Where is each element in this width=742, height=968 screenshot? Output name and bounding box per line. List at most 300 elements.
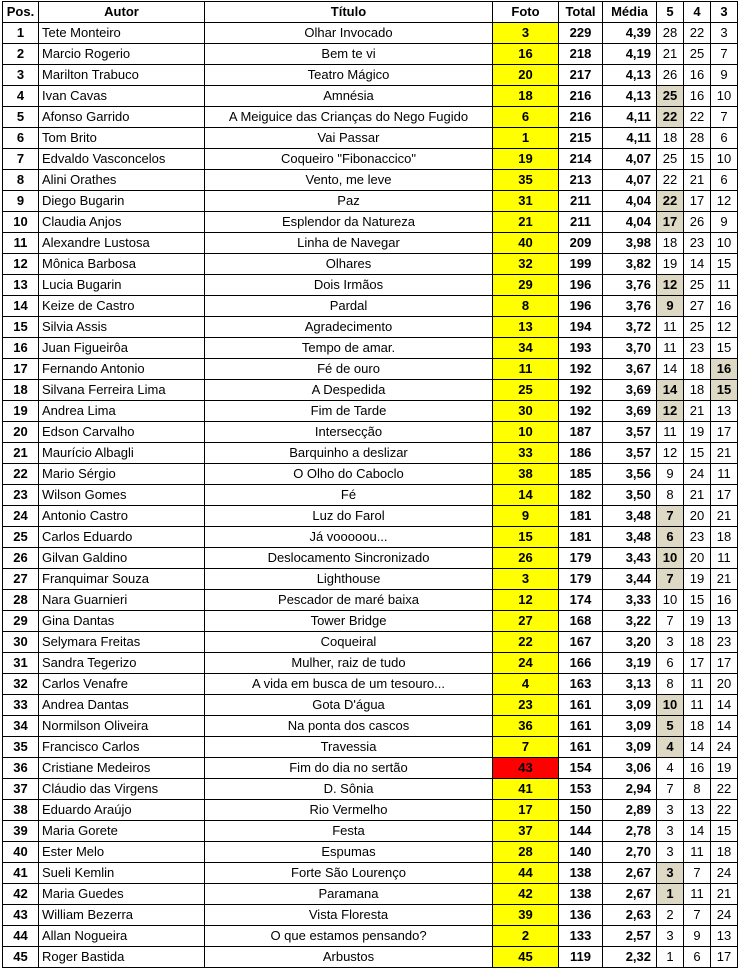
row-photo-number: 7	[493, 737, 559, 758]
row-author: Andrea Dantas	[39, 695, 205, 716]
row-total: 181	[559, 527, 603, 548]
row-title: Paz	[205, 191, 493, 212]
row-average: 3,72	[603, 317, 657, 338]
row-photo-number: 23	[493, 695, 559, 716]
row-position: 2	[3, 44, 39, 65]
row-position: 34	[3, 716, 39, 737]
row-average: 3,33	[603, 590, 657, 611]
row-average: 3,57	[603, 422, 657, 443]
row-votes-3: 7	[711, 44, 738, 65]
row-photo-number: 20	[493, 65, 559, 86]
row-author: Ivan Cavas	[39, 86, 205, 107]
row-votes-4: 15	[684, 590, 711, 611]
row-photo-number: 3	[493, 569, 559, 590]
table-row	[3, 149, 738, 170]
row-position: 13	[3, 275, 39, 296]
table-row	[3, 23, 738, 44]
row-photo-number: 34	[493, 338, 559, 359]
row-total: 192	[559, 359, 603, 380]
row-votes-4: 20	[684, 548, 711, 569]
row-title: Gota D'água	[205, 695, 493, 716]
row-position: 11	[3, 233, 39, 254]
row-total: 161	[559, 695, 603, 716]
table-row	[3, 212, 738, 233]
row-votes-5: 4	[657, 758, 684, 779]
row-title: Bem te vi	[205, 44, 493, 65]
row-author: Wilson Gomes	[39, 485, 205, 506]
row-total: 216	[559, 107, 603, 128]
header-votes-3: 3	[711, 2, 738, 23]
row-votes-5: 6	[657, 653, 684, 674]
row-title: Olhar Invocado	[205, 23, 493, 44]
row-author: Marcio Rogerio	[39, 44, 205, 65]
row-total: 216	[559, 86, 603, 107]
row-photo-number: 29	[493, 275, 559, 296]
row-title: Linha de Navegar	[205, 233, 493, 254]
row-author: Keize de Castro	[39, 296, 205, 317]
row-position: 20	[3, 422, 39, 443]
row-position: 35	[3, 737, 39, 758]
row-votes-5: 9	[657, 464, 684, 485]
row-position: 17	[3, 359, 39, 380]
row-votes-3: 3	[711, 23, 738, 44]
row-title: Espumas	[205, 842, 493, 863]
table-row	[3, 611, 738, 632]
row-photo-number: 17	[493, 800, 559, 821]
row-position: 39	[3, 821, 39, 842]
row-title: Fim de Tarde	[205, 401, 493, 422]
header-pos: Pos.	[3, 2, 39, 23]
row-votes-3: 17	[711, 422, 738, 443]
table-row	[3, 86, 738, 107]
row-author: Silvia Assis	[39, 317, 205, 338]
row-photo-number: 25	[493, 380, 559, 401]
row-photo-number: 41	[493, 779, 559, 800]
ranking-sheet	[2, 1, 738, 968]
row-total: 185	[559, 464, 603, 485]
row-average: 4,11	[603, 128, 657, 149]
row-author: Alexandre Lustosa	[39, 233, 205, 254]
row-votes-3: 6	[711, 128, 738, 149]
row-author: Carlos Venafre	[39, 674, 205, 695]
table-row	[3, 233, 738, 254]
row-total: 192	[559, 401, 603, 422]
row-title: Coqueiral	[205, 632, 493, 653]
row-votes-3: 10	[711, 233, 738, 254]
row-total: 182	[559, 485, 603, 506]
table-row	[3, 338, 738, 359]
row-total: 229	[559, 23, 603, 44]
row-total: 153	[559, 779, 603, 800]
row-author: Juan Figueirôa	[39, 338, 205, 359]
row-photo-number: 21	[493, 212, 559, 233]
row-votes-5: 9	[657, 296, 684, 317]
row-position: 33	[3, 695, 39, 716]
row-total: 218	[559, 44, 603, 65]
row-votes-5: 12	[657, 401, 684, 422]
row-title: Lighthouse	[205, 569, 493, 590]
row-title: Olhares	[205, 254, 493, 275]
row-author: Marilton Trabuco	[39, 65, 205, 86]
row-title: D. Sônia	[205, 779, 493, 800]
row-votes-4: 26	[684, 212, 711, 233]
table-row	[3, 191, 738, 212]
row-position: 7	[3, 149, 39, 170]
row-votes-4: 19	[684, 422, 711, 443]
row-photo-number: 1	[493, 128, 559, 149]
row-title: Amnésia	[205, 86, 493, 107]
row-total: 163	[559, 674, 603, 695]
row-votes-4: 19	[684, 569, 711, 590]
row-votes-3: 15	[711, 338, 738, 359]
row-votes-3: 23	[711, 632, 738, 653]
row-votes-5: 26	[657, 65, 684, 86]
row-title: Festa	[205, 821, 493, 842]
row-total: 181	[559, 506, 603, 527]
table-row	[3, 65, 738, 86]
row-position: 22	[3, 464, 39, 485]
row-title: Vai Passar	[205, 128, 493, 149]
row-votes-4: 16	[684, 86, 711, 107]
row-author: Mônica Barbosa	[39, 254, 205, 275]
table-row	[3, 674, 738, 695]
row-photo-number: 15	[493, 527, 559, 548]
row-title: Dois Irmãos	[205, 275, 493, 296]
row-votes-3: 11	[711, 275, 738, 296]
row-average: 3,50	[603, 485, 657, 506]
row-title: Fé de ouro	[205, 359, 493, 380]
row-photo-number: 35	[493, 170, 559, 191]
table-row	[3, 632, 738, 653]
row-votes-3: 21	[711, 506, 738, 527]
row-votes-5: 11	[657, 338, 684, 359]
row-votes-4: 28	[684, 128, 711, 149]
row-total: 192	[559, 380, 603, 401]
row-author: Maria Gorete	[39, 821, 205, 842]
row-photo-number: 28	[493, 842, 559, 863]
row-total: 211	[559, 212, 603, 233]
row-total: 150	[559, 800, 603, 821]
row-average: 3,76	[603, 296, 657, 317]
row-votes-4: 15	[684, 443, 711, 464]
row-total: 161	[559, 716, 603, 737]
row-title: Luz do Farol	[205, 506, 493, 527]
row-author: Alini Orathes	[39, 170, 205, 191]
row-total: 140	[559, 842, 603, 863]
row-average: 2,32	[603, 947, 657, 968]
table-row	[3, 527, 738, 548]
row-position: 45	[3, 947, 39, 968]
row-votes-3: 22	[711, 800, 738, 821]
row-title: Pescador de maré baixa	[205, 590, 493, 611]
row-total: 144	[559, 821, 603, 842]
header-row	[3, 2, 738, 23]
row-votes-4: 23	[684, 233, 711, 254]
row-position: 9	[3, 191, 39, 212]
row-title: Já vooooou...	[205, 527, 493, 548]
table-row	[3, 464, 738, 485]
row-average: 3,98	[603, 233, 657, 254]
row-title: A Meiguice das Crianças do Nego Fugido	[205, 107, 493, 128]
row-votes-4: 25	[684, 275, 711, 296]
row-total: 179	[559, 569, 603, 590]
row-photo-number: 39	[493, 905, 559, 926]
row-average: 3,20	[603, 632, 657, 653]
row-votes-3: 24	[711, 905, 738, 926]
row-votes-4: 16	[684, 65, 711, 86]
row-votes-4: 9	[684, 926, 711, 947]
row-votes-4: 23	[684, 527, 711, 548]
row-author: Normilson Oliveira	[39, 716, 205, 737]
row-photo-number: 9	[493, 506, 559, 527]
row-average: 3,43	[603, 548, 657, 569]
row-votes-3: 9	[711, 212, 738, 233]
row-position: 16	[3, 338, 39, 359]
row-average: 4,13	[603, 86, 657, 107]
row-position: 38	[3, 800, 39, 821]
row-average: 3,44	[603, 569, 657, 590]
row-votes-4: 11	[684, 695, 711, 716]
table-row	[3, 653, 738, 674]
row-total: 167	[559, 632, 603, 653]
row-title: Fim do dia no sertão	[205, 758, 493, 779]
row-average: 3,70	[603, 338, 657, 359]
table-row	[3, 275, 738, 296]
row-average: 2,94	[603, 779, 657, 800]
row-photo-number: 32	[493, 254, 559, 275]
row-average: 2,78	[603, 821, 657, 842]
row-photo-number: 38	[493, 464, 559, 485]
row-votes-3: 19	[711, 758, 738, 779]
table-row	[3, 254, 738, 275]
row-photo-number: 40	[493, 233, 559, 254]
row-votes-4: 11	[684, 674, 711, 695]
row-photo-number: 6	[493, 107, 559, 128]
row-votes-5: 11	[657, 317, 684, 338]
row-photo-number: 13	[493, 317, 559, 338]
row-total: 179	[559, 548, 603, 569]
table-row	[3, 842, 738, 863]
row-votes-4: 14	[684, 821, 711, 842]
row-position: 18	[3, 380, 39, 401]
row-total: 166	[559, 653, 603, 674]
row-author: Gina Dantas	[39, 611, 205, 632]
row-votes-5: 19	[657, 254, 684, 275]
table-row	[3, 695, 738, 716]
row-position: 30	[3, 632, 39, 653]
row-title: Vista Floresta	[205, 905, 493, 926]
row-votes-4: 19	[684, 611, 711, 632]
row-votes-3: 13	[711, 611, 738, 632]
row-votes-4: 14	[684, 737, 711, 758]
row-votes-5: 3	[657, 632, 684, 653]
row-author: Edson Carvalho	[39, 422, 205, 443]
row-votes-5: 18	[657, 233, 684, 254]
row-votes-5: 7	[657, 506, 684, 527]
row-votes-4: 16	[684, 758, 711, 779]
row-photo-number: 42	[493, 884, 559, 905]
row-total: 136	[559, 905, 603, 926]
row-votes-3: 21	[711, 884, 738, 905]
table-row	[3, 107, 738, 128]
row-photo-number: 3	[493, 23, 559, 44]
row-votes-3: 21	[711, 569, 738, 590]
row-votes-3: 6	[711, 170, 738, 191]
header-total: Total	[559, 2, 603, 23]
row-photo-number: 19	[493, 149, 559, 170]
row-average: 2,70	[603, 842, 657, 863]
row-votes-5: 21	[657, 44, 684, 65]
row-title: Na ponta dos cascos	[205, 716, 493, 737]
row-author: Mario Sérgio	[39, 464, 205, 485]
table-row	[3, 317, 738, 338]
row-votes-5: 10	[657, 590, 684, 611]
table-row	[3, 590, 738, 611]
row-position: 12	[3, 254, 39, 275]
row-title: Teatro Mágico	[205, 65, 493, 86]
row-votes-5: 12	[657, 443, 684, 464]
row-photo-number: 27	[493, 611, 559, 632]
row-photo-number: 43	[493, 758, 559, 779]
row-author: Diego Bugarin	[39, 191, 205, 212]
row-votes-4: 21	[684, 485, 711, 506]
row-votes-4: 18	[684, 359, 711, 380]
row-votes-5: 10	[657, 695, 684, 716]
row-title: Intersecção	[205, 422, 493, 443]
row-photo-number: 8	[493, 296, 559, 317]
row-photo-number: 44	[493, 863, 559, 884]
row-average: 4,39	[603, 23, 657, 44]
table-row	[3, 443, 738, 464]
row-photo-number: 31	[493, 191, 559, 212]
row-author: Roger Bastida	[39, 947, 205, 968]
row-votes-4: 7	[684, 905, 711, 926]
row-author: Fernando Antonio	[39, 359, 205, 380]
row-title: Deslocamento Sincronizado	[205, 548, 493, 569]
row-average: 3,48	[603, 506, 657, 527]
row-votes-5: 22	[657, 107, 684, 128]
row-total: 168	[559, 611, 603, 632]
row-average: 3,48	[603, 527, 657, 548]
table-row	[3, 485, 738, 506]
row-votes-4: 15	[684, 149, 711, 170]
row-total: 213	[559, 170, 603, 191]
row-votes-4: 18	[684, 716, 711, 737]
table-row	[3, 44, 738, 65]
row-author: Francisco Carlos	[39, 737, 205, 758]
row-votes-5: 8	[657, 674, 684, 695]
row-average: 3,69	[603, 401, 657, 422]
row-position: 27	[3, 569, 39, 590]
row-votes-3: 7	[711, 107, 738, 128]
row-position: 44	[3, 926, 39, 947]
row-votes-5: 14	[657, 359, 684, 380]
row-position: 40	[3, 842, 39, 863]
table-row	[3, 905, 738, 926]
row-total: 138	[559, 884, 603, 905]
row-votes-3: 10	[711, 149, 738, 170]
row-total: 154	[559, 758, 603, 779]
row-position: 29	[3, 611, 39, 632]
row-author: Gilvan Galdino	[39, 548, 205, 569]
row-votes-5: 1	[657, 947, 684, 968]
row-photo-number: 18	[493, 86, 559, 107]
row-votes-4: 23	[684, 338, 711, 359]
table-row	[3, 506, 738, 527]
row-position: 19	[3, 401, 39, 422]
row-author: Franquimar Souza	[39, 569, 205, 590]
row-votes-3: 24	[711, 863, 738, 884]
row-total: 186	[559, 443, 603, 464]
row-votes-3: 12	[711, 317, 738, 338]
row-votes-5: 7	[657, 779, 684, 800]
row-average: 3,22	[603, 611, 657, 632]
row-votes-5: 6	[657, 527, 684, 548]
row-total: 214	[559, 149, 603, 170]
table-row	[3, 926, 738, 947]
row-title: Mulher, raiz de tudo	[205, 653, 493, 674]
row-votes-5: 25	[657, 86, 684, 107]
row-position: 31	[3, 653, 39, 674]
row-votes-5: 7	[657, 611, 684, 632]
row-title: Agradecimento	[205, 317, 493, 338]
row-votes-3: 12	[711, 191, 738, 212]
row-author: Maria Guedes	[39, 884, 205, 905]
row-average: 2,57	[603, 926, 657, 947]
row-author: Sueli Kemlin	[39, 863, 205, 884]
row-votes-5: 11	[657, 422, 684, 443]
row-position: 6	[3, 128, 39, 149]
row-title: Vento, me leve	[205, 170, 493, 191]
row-average: 3,09	[603, 695, 657, 716]
table-row	[3, 401, 738, 422]
row-author: Silvana Ferreira Lima	[39, 380, 205, 401]
row-votes-5: 1	[657, 884, 684, 905]
header-votes-5: 5	[657, 2, 684, 23]
header-titulo: Título	[205, 2, 493, 23]
row-photo-number: 24	[493, 653, 559, 674]
row-votes-3: 21	[711, 443, 738, 464]
row-votes-3: 15	[711, 254, 738, 275]
row-votes-4: 24	[684, 464, 711, 485]
row-average: 3,57	[603, 443, 657, 464]
row-title: Fé	[205, 485, 493, 506]
row-votes-5: 25	[657, 149, 684, 170]
table-row	[3, 380, 738, 401]
row-total: 215	[559, 128, 603, 149]
row-average: 4,13	[603, 65, 657, 86]
row-position: 28	[3, 590, 39, 611]
row-votes-3: 17	[711, 653, 738, 674]
row-votes-4: 20	[684, 506, 711, 527]
row-author: Ester Melo	[39, 842, 205, 863]
row-votes-5: 5	[657, 716, 684, 737]
row-photo-number: 36	[493, 716, 559, 737]
row-votes-3: 14	[711, 716, 738, 737]
row-average: 4,07	[603, 170, 657, 191]
row-votes-4: 6	[684, 947, 711, 968]
row-total: 193	[559, 338, 603, 359]
table-row	[3, 128, 738, 149]
table-row	[3, 422, 738, 443]
row-votes-5: 22	[657, 191, 684, 212]
row-average: 2,67	[603, 884, 657, 905]
row-author: Antonio Castro	[39, 506, 205, 527]
table-row	[3, 569, 738, 590]
row-title: A vida em busca de um tesouro...	[205, 674, 493, 695]
row-position: 3	[3, 65, 39, 86]
row-votes-5: 3	[657, 800, 684, 821]
